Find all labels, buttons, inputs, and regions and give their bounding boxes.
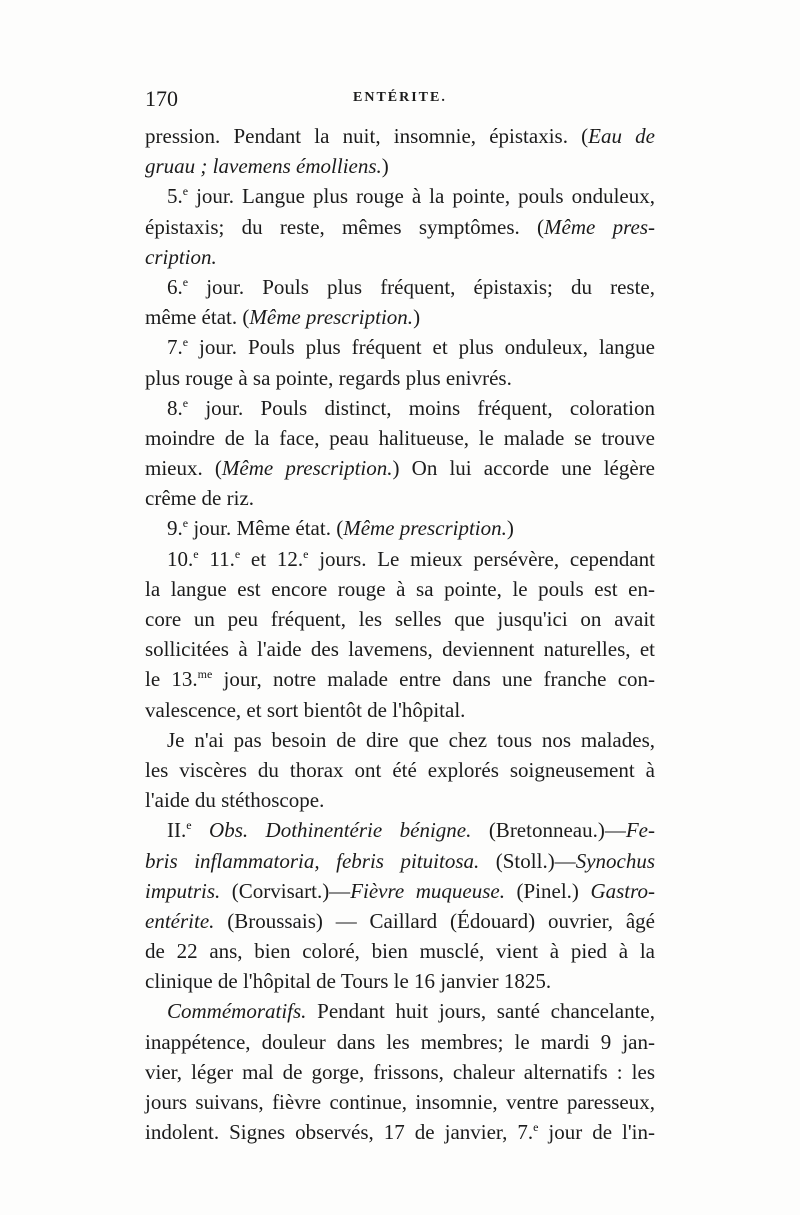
text-line: Commémoratifs. Pendant huit jours, santé chancelante, [167,999,655,1024]
text-line: jours suivans, fièvre continue, insomnie, ventre paresseux, [145,1090,655,1114]
text-line: core un peu fréquent, les selles que jusqu'ici on avait [145,607,655,631]
text-line: sollicitées à l'aide des lavemens, deviennent naturelles, et [145,637,655,662]
page-number: 170 [145,86,178,111]
text-line: mieux. (Même prescription.) On lui accorde une légère [145,456,656,481]
text-line: gruau ; lavemens émolliens.) [145,154,389,179]
running-head: ENTÉRITE. [353,90,447,105]
page-header [145,86,665,116]
text-line: même état. (Même prescription.) [145,305,421,330]
text-line: valescence, et sort bientôt de l'hôpital. [145,697,466,722]
text-line: crême de riz. [145,486,255,511]
text-line: de 22 ans, bien coloré, bien musclé, vient à pied à la [145,939,655,964]
text-line: l'aide du stéthoscope. [145,788,325,813]
text-line: 5.$^e$ jour. Langue plus rouge à la pointe, pouls onduleux, [167,184,655,209]
text-line: moindre de la face, peau halitueuse, le malade se trouve [145,425,655,450]
text-line: entérite. (Broussais) — Caillard (Édouard) ouvrier, âgé [145,908,655,933]
text-line: bris inflammatoria, febris pituitosa. (Stoll.)—Synochus [145,848,656,873]
text-line: vier, léger mal de gorge, frissons, chaleur alternatifs : les [145,1059,655,1084]
text-line: indolent. Signes observés, 17 de janvier, 7.$^e$ jour de l'in- [145,1120,655,1145]
text-line: cription. [145,244,217,269]
text-line: la langue est encore rouge à sa pointe, le pouls est en- [145,576,655,601]
text-line: pression. Pendant la nuit, insomnie, épistaxis. (Eau de [145,124,656,148]
text-line: II.$^e$ Obs. Dothinentérie bénigne. (Bretonneau.)—Fe- [167,818,656,843]
text-line: plus rouge à sa pointe, regards plus enivrés. [145,365,512,390]
text-line: 7.$^e$ jour. Pouls plus fréquent et plus onduleux, langue [167,335,655,360]
text-line: le 13.$^{me}$ jour, notre malade entre dans une franche con- [145,667,656,692]
body-text [145,121,655,1147]
text-line: les viscères du thorax ont été explorés soigneusement à [145,757,655,782]
text-line: 8.$^e$ jour. Pouls distinct, moins fréquent, coloration [167,395,655,420]
text-line: épistaxis; du reste, mêmes symptômes. (Même pres- [145,214,655,239]
text-line: 9.$^e$ jour. Même état. (Même prescription.) [167,516,514,541]
text-line: 6.$^e$ jour. Pouls plus fréquent, épistaxis; du reste, [167,274,655,299]
text-line: Je n'ai pas besoin de dire que chez tous nos malades, [167,727,655,752]
text-line: imputris. (Corvisart.)—Fièvre muqueuse. (Pinel.) Gastro- [145,878,655,903]
text-line: 10.$^e$ 11.$^e$ et 12.$^e$ jours. Le mieux persévère, cependant [167,546,655,571]
text-line: inappétence, douleur dans les membres; le mardi 9 jan- [145,1029,655,1054]
text-line: clinique de l'hôpital de Tours le 16 janvier 1825. [145,969,552,994]
